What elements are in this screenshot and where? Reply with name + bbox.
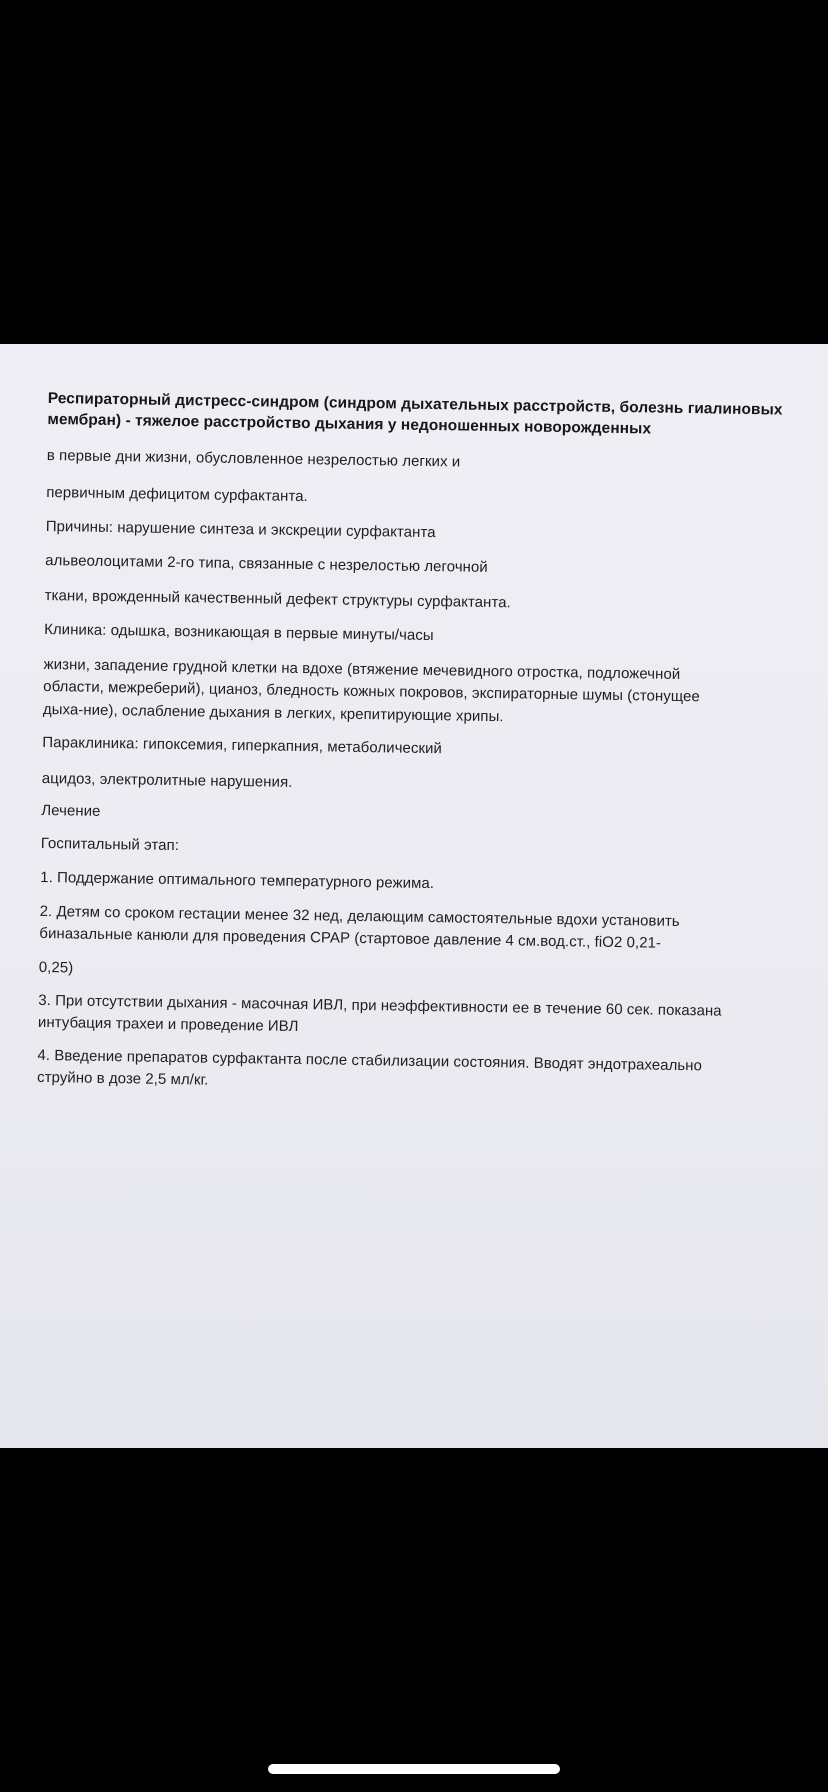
list-item-continuation: биназальные канюли для проведения СРАР (стартовое давление 4 см.вод.ст., fiO2 0,21-	[39, 924, 662, 952]
text-line: Параклиника: гипоксемия, гиперкапния, метаболический	[42, 733, 443, 758]
list-item: 4. Введение препаратов сурфактанта после стабилизации состояния. Вводят эндотрахеально	[37, 1046, 703, 1075]
text-line: жизни, западение грудной клетки на вдохе (втяжение мечевидного отростка, подложечной	[43, 655, 681, 683]
text-line: первичным дефицитом сурфактанта.	[46, 483, 308, 506]
document-page	[0, 344, 828, 1448]
list-item-continuation: 0,25)	[38, 958, 74, 977]
text-line: Клиника: одышка, возникающая в первые минуты/часы	[44, 620, 434, 645]
document-title-line-2: мембран) - тяжелое расстройство дыхания у недоношенных новорожденных	[47, 410, 652, 438]
text-line: дыха-ние), ослабление дыхания в легких, крепитирующие хрипы.	[42, 700, 504, 726]
home-indicator[interactable]	[268, 1764, 560, 1774]
text-line: ткани, врожденный качественный дефект структуры сурфактанта.	[44, 586, 511, 612]
section-heading-hospital-stage: Госпитальный этап:	[40, 834, 180, 855]
list-item-continuation: струйно в дозе 2,5 мл/кг.	[36, 1068, 209, 1089]
list-item: 2. Детям со сроком гестации менее 32 нед, делающим самостоятельные вдохи установить	[39, 902, 680, 930]
document-text-block	[36, 384, 783, 1089]
document-title-line-1: Респираторный дистресс-синдром (синдром дыхательных расстройств, болезнь гиалиновых	[47, 389, 783, 419]
list-item-continuation: интубация трахеи и проведение ИВЛ	[37, 1013, 299, 1036]
text-line: Причины: нарушение синтеза и экскреции сурфактанта	[45, 517, 436, 542]
text-line: области, межреберий), цианоз, бледность кожных покровов, экспираторные шумы (стонущее	[43, 677, 700, 706]
list-item: 3. При отсутствии дыхания - масочная ИВЛ, при неэффективности ее в течение 60 сек. показана	[38, 991, 722, 1020]
text-line: ацидоз, электролитные нарушения.	[41, 769, 293, 791]
text-line: в первые дни жизни, обусловленное незрелостью легких и	[46, 446, 461, 471]
list-item: 1. Поддержание оптимального температурного режима.	[40, 868, 435, 893]
text-line: альвеолоцитами 2-го типа, связанные с незрелостью легочной	[45, 551, 488, 576]
section-heading-treatment: Лечение	[41, 801, 101, 820]
